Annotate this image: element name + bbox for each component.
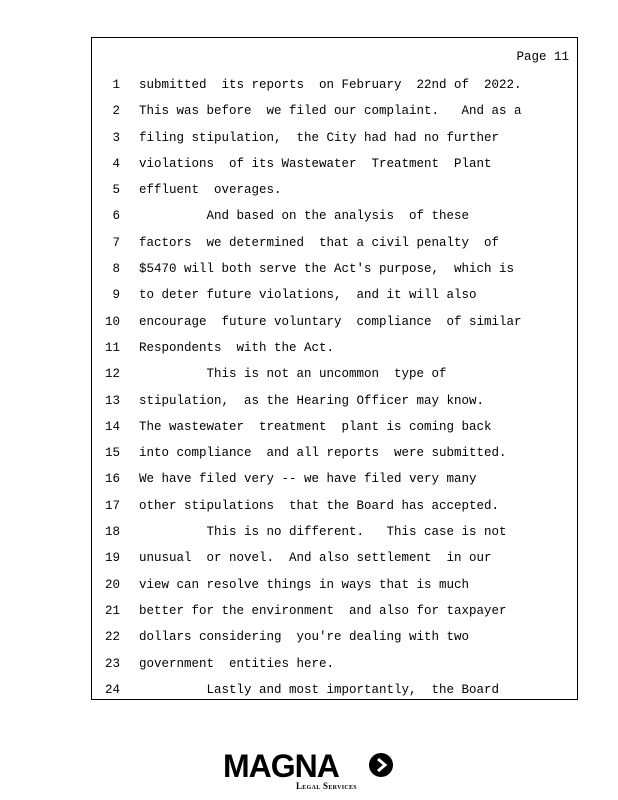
- line-number: 20: [104, 577, 120, 592]
- line-text: to deter future violations, and it will also: [139, 288, 477, 303]
- transcript-line: [92, 125, 577, 151]
- page-number: Page 11: [516, 50, 569, 64]
- line-text: effluent overages.: [139, 183, 282, 198]
- line-number: 1: [112, 78, 120, 92]
- line-text: Lastly and most importantly, the Board: [139, 682, 500, 697]
- line-number: 19: [104, 551, 120, 566]
- transcript-line: [92, 388, 577, 414]
- transcript-line: [92, 519, 577, 545]
- line-number: 15: [104, 446, 120, 461]
- line-number: 11: [104, 340, 120, 355]
- transcript-line: [92, 177, 577, 203]
- logo-subtitle: Legal Services: [296, 781, 357, 791]
- transcript-line: [92, 572, 577, 598]
- line-text: other stipulations that the Board has accepted.: [139, 498, 500, 513]
- line-text: unusual or novel. And also settlement in our: [139, 551, 492, 566]
- line-number: 17: [104, 498, 120, 513]
- line-text: submitted its reports on February 22nd of 2022.: [139, 78, 522, 92]
- line-text: We have filed very -- we have filed very many: [139, 472, 477, 487]
- line-text: dollars considering you're dealing with two: [139, 630, 470, 645]
- magna-logo: [223, 748, 398, 794]
- transcript-line: [92, 493, 577, 519]
- transcript-page: [91, 37, 578, 700]
- line-text: better for the environment and also for taxpayer: [139, 603, 507, 618]
- line-number: 6: [112, 209, 120, 224]
- line-number: 24: [104, 682, 120, 697]
- line-text: encourage future voluntary compliance of similar: [139, 314, 522, 329]
- transcript-line: [92, 414, 577, 440]
- line-number: 21: [104, 603, 120, 618]
- line-text: And based on the analysis of these: [139, 209, 470, 224]
- line-number: 23: [104, 656, 120, 671]
- line-number: 14: [104, 419, 120, 434]
- line-number: 7: [112, 235, 120, 250]
- line-number: 5: [112, 183, 120, 198]
- line-text: stipulation, as the Hearing Officer may know.: [139, 393, 485, 408]
- transcript-line: [92, 466, 577, 492]
- transcript-line: [92, 72, 577, 98]
- line-number: 13: [104, 393, 120, 408]
- line-text: $5470 will both serve the Act's purpose, which is: [139, 262, 515, 277]
- transcript-line: [92, 203, 577, 229]
- transcript-line: [92, 440, 577, 466]
- transcript-line: [92, 230, 577, 256]
- transcript-line: [92, 98, 577, 124]
- line-text: The wastewater treatment plant is coming back: [139, 419, 492, 434]
- line-text: This was before we filed our complaint. And as a: [139, 104, 522, 119]
- line-text: violations of its Wastewater Treatment Plant: [139, 156, 492, 171]
- transcript-line: [92, 677, 577, 703]
- transcript-line: [92, 309, 577, 335]
- line-text: filing stipulation, the City had had no further: [139, 130, 500, 145]
- line-number: 22: [104, 630, 120, 645]
- line-number: 10: [104, 314, 120, 329]
- line-number: 12: [104, 367, 120, 382]
- line-text: This is no different. This case is not: [139, 525, 507, 540]
- line-text: view can resolve things in ways that is much: [139, 577, 470, 592]
- transcript-line: [92, 651, 577, 677]
- logo-wordmark: MAGNA: [223, 748, 339, 784]
- line-number: 4: [112, 156, 120, 171]
- line-number: 16: [104, 472, 120, 487]
- transcript-line: [92, 282, 577, 308]
- line-number: 8: [112, 262, 120, 277]
- transcript-lines: [92, 72, 577, 703]
- logo-arrow-icon: [369, 753, 393, 777]
- line-text: Respondents with the Act.: [139, 340, 335, 355]
- line-number: 9: [112, 288, 120, 303]
- transcript-line: [92, 598, 577, 624]
- transcript-line: [92, 545, 577, 571]
- transcript-line: [92, 335, 577, 361]
- transcript-line: [92, 361, 577, 387]
- line-number: 3: [112, 130, 120, 145]
- line-text: government entities here.: [139, 656, 335, 671]
- line-text: into compliance and all reports were submitted.: [139, 446, 507, 461]
- transcript-line: [92, 624, 577, 650]
- line-number: 18: [104, 525, 120, 540]
- line-number: 2: [112, 104, 120, 119]
- transcript-line: [92, 151, 577, 177]
- line-text: This is not an uncommon type of: [139, 367, 447, 382]
- transcript-line: [92, 256, 577, 282]
- line-text: factors we determined that a civil penalty of: [139, 235, 500, 250]
